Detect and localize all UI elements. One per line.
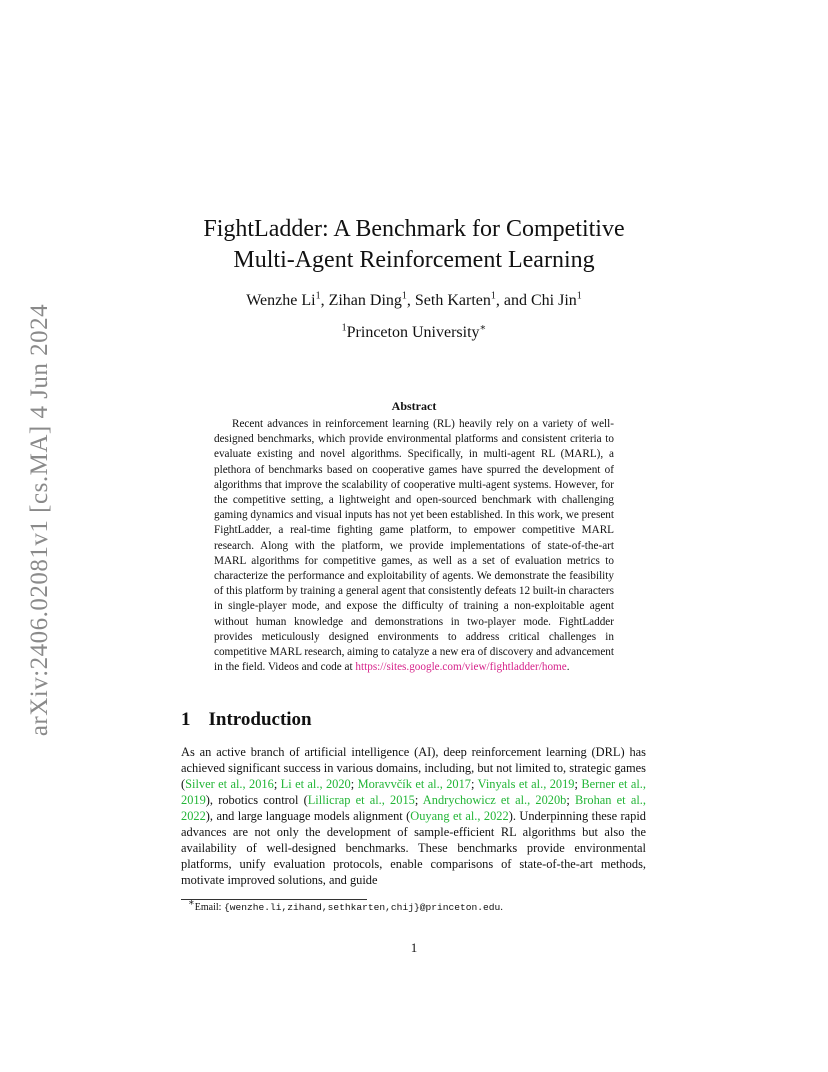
affiliation-mark: 1 [341, 322, 347, 334]
citation-link[interactable]: Vinyals et al., 2019 [477, 777, 575, 791]
intro-text: As an active branch of artificial intelligence (AI), deep reinforcement learning (DRL) has achieved significant success in various domains, including, but not limited to, strategic games ( [181, 745, 646, 791]
citation-link[interactable]: Berner et al., 2019 [181, 777, 646, 807]
intro-paragraph [181, 744, 646, 888]
citation-link[interactable]: Moravvčík et al., 2017 [357, 777, 472, 791]
abstract-body [214, 417, 614, 675]
author-separator: , [320, 292, 329, 309]
author-name: Wenzhe Li [246, 292, 316, 309]
project-link[interactable]: https://sites.google.com/view/fightladder/home [355, 661, 567, 674]
author-list [150, 292, 678, 310]
footnote [188, 897, 503, 913]
arxiv-stamp-text: arXiv:2406.02081v1 [cs.MA] 4 Jun 2024 [26, 303, 53, 737]
intro-text: ; [566, 793, 576, 807]
footnote-end: . [500, 902, 503, 913]
citation-link[interactable]: Brohan et al., 2022 [181, 793, 646, 823]
page-number: 1 [410, 940, 418, 955]
citation-link[interactable]: Li et al., 2020 [280, 777, 351, 791]
footnote-ref-mark: ∗ [479, 322, 487, 334]
title-line-1: FightLadder: A Benchmark for Competitive [203, 216, 625, 242]
author-affil-mark: 1 [576, 290, 582, 302]
footnote-rule [181, 899, 367, 900]
section-heading [181, 709, 312, 731]
intro-text: ), and large language models alignment ( [205, 809, 411, 823]
affiliation [150, 324, 678, 342]
intro-text: ; [414, 793, 423, 807]
author-name: Seth Karten [414, 292, 491, 309]
title-line-2: Multi-Agent Reinforcement Learning [233, 247, 595, 273]
author-affil-mark: 1 [490, 290, 496, 302]
author-separator: , [406, 292, 415, 309]
citation-link[interactable]: Ouyang et al., 2022 [410, 809, 509, 823]
intro-text: ). Underpinning these rapid advances are not only the development of sample-efficient RL algorithms but also the availability of well-designed benchmarks. These benchmarks provide environmental platforms, unify evaluation protocols, enable comparisons of state-of-the-art methods, motivate improved solutions, and guide [181, 809, 646, 887]
intro-text: ; [273, 777, 281, 791]
author-affil-mark: 1 [315, 290, 321, 302]
intro-text: ), robotics control ( [205, 793, 308, 807]
footnote-mark: ∗ [188, 897, 195, 909]
affiliation-name: Princeton University [346, 324, 480, 341]
footnote-label: Email: [194, 902, 224, 913]
author-affil-mark: 1 [401, 290, 407, 302]
paper-title [150, 214, 678, 276]
abstract-end: . [566, 661, 570, 674]
citation-link[interactable]: Andrychowicz et al., 2020b [422, 793, 567, 807]
section-number: 1 [181, 709, 191, 730]
author-name: Chi Jin [530, 292, 577, 309]
intro-text: ; [350, 777, 358, 791]
footnote-email: {wenzhe.li,zihand,sethkarten,chij}@princeton.edu [223, 902, 501, 913]
section-title: Introduction [208, 709, 312, 730]
intro-text: ; [471, 777, 478, 791]
arxiv-identifier-stamp [20, 290, 60, 750]
author-separator: , and [495, 292, 531, 309]
abstract-heading: Abstract [391, 399, 437, 413]
author-name: Zihan Ding [328, 292, 402, 309]
abstract-text: Recent advances in reinforcement learning (RL) heavily rely on a variety of well-designed benchmarks, which provide environmental platforms and consistent criteria to evaluate existing and novel algorithms. Specifically, in multi-agent RL (MARL), a plethora of benchmarks based on cooperative games have spurred the development of algorithms that improve the scalability of cooperative multi-agent systems. However, for the competitive setting, a lightweight and open-sourced benchmark with challenging gaming dynamics and visual inputs has not yet been established. In this work, we present FightLadder, a real-time fighting game platform, to empower competitive MARL research. Along with the platform, we provide implementations of state-of-the-art MARL algorithms for competitive games, as well as a set of evaluation metrics to characterize the performance and exploitability of agents. We demonstrate the feasibility of this platform by training a general agent that consistently defeats 12 built-in characters in single-player mode, and expose the difficulty of training a non-exploitable agent without human knowledge and demonstrations in two-player mode. FightLadder provides meticulously designed environments to address critical challenges in competitive MARL research, aiming to catalyze a new era of discovery and advancement in the field. Videos and code at [214, 418, 614, 674]
citation-link[interactable]: Silver et al., 2016 [185, 777, 274, 791]
citation-link[interactable]: Lillicrap et al., 2015 [307, 793, 415, 807]
intro-text: ; [574, 777, 582, 791]
